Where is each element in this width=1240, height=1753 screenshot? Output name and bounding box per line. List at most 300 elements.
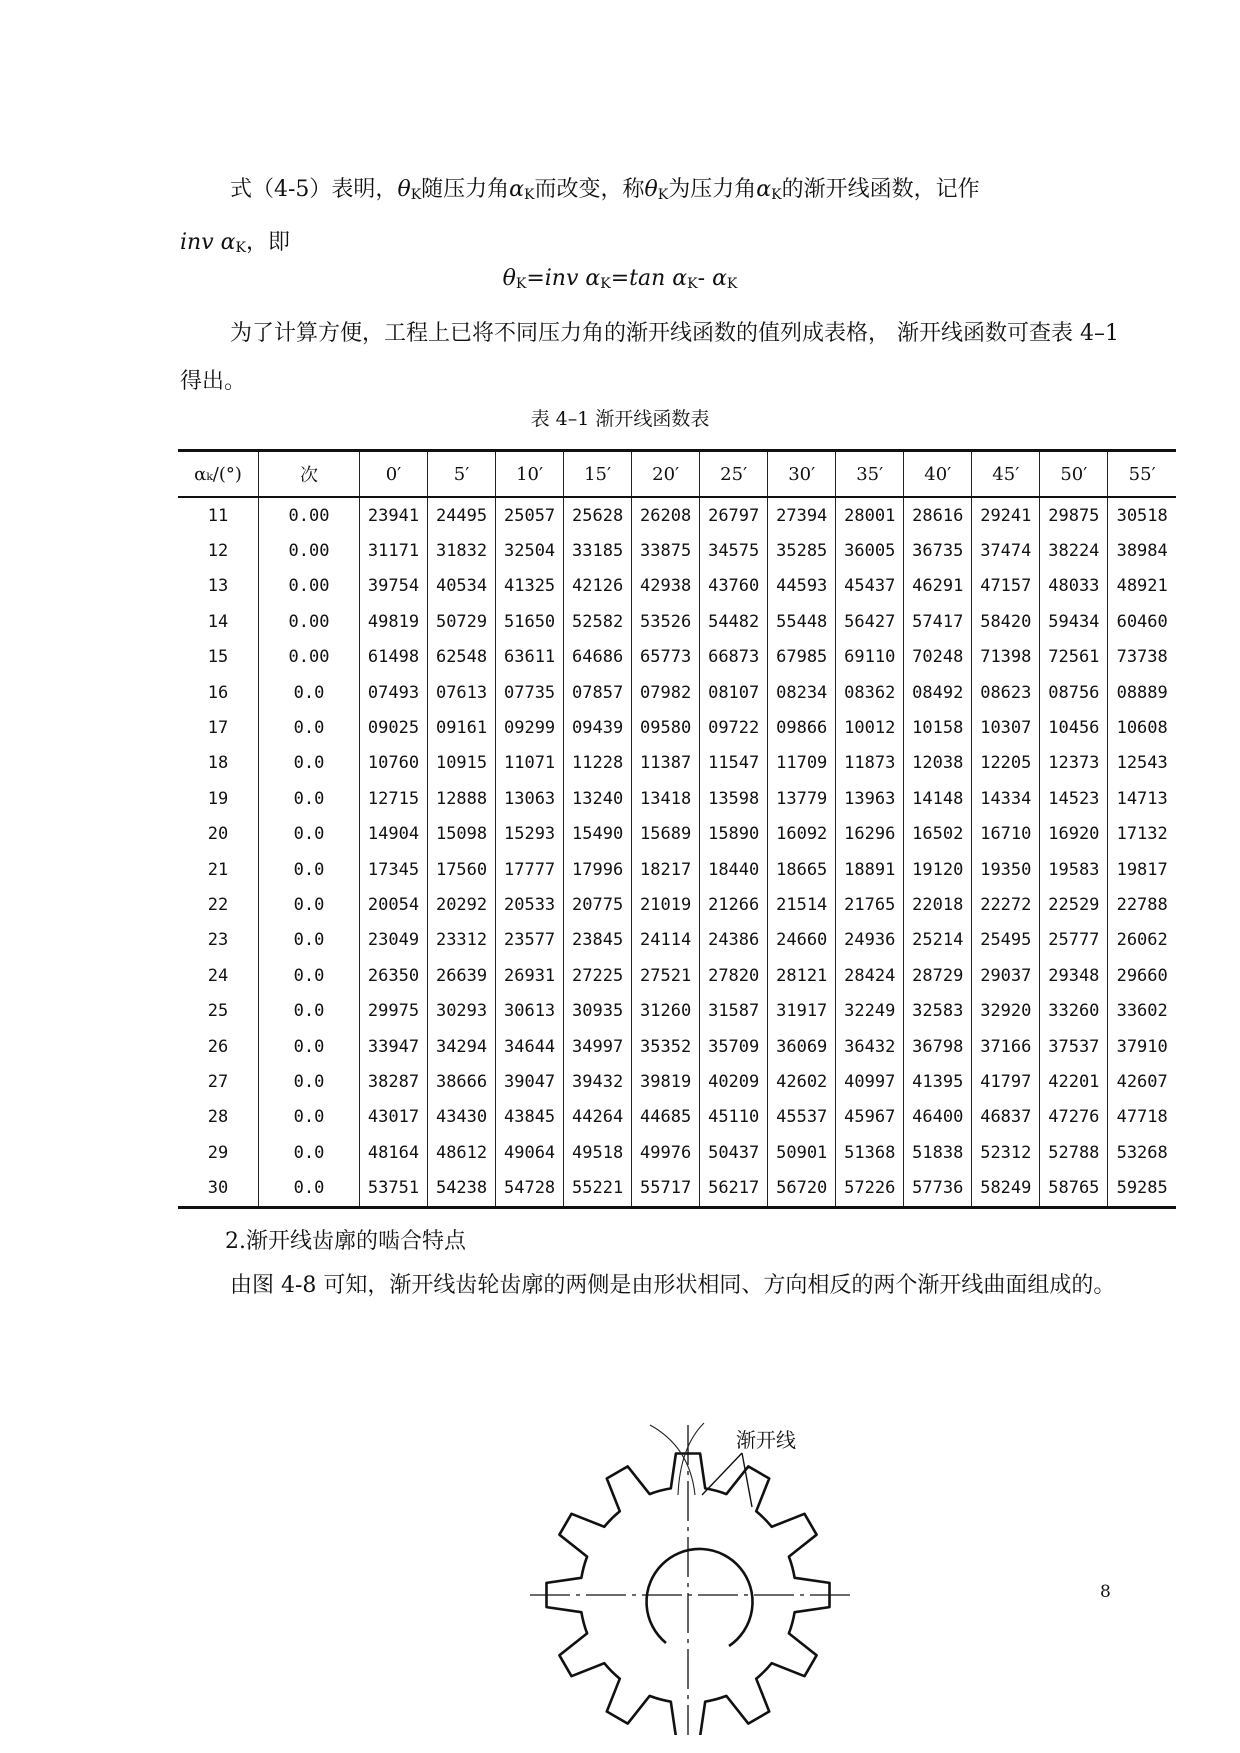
- value-cell: 40209: [700, 1064, 768, 1099]
- value-cell: 34575: [700, 533, 768, 568]
- value-cell: 31832: [428, 533, 496, 568]
- power-cell: 0.0: [259, 993, 360, 1028]
- value-cell: 28001: [836, 497, 904, 533]
- value-cell: 20775: [564, 887, 632, 922]
- value-cell: 32583: [904, 993, 972, 1028]
- value-cell: 15293: [496, 817, 564, 852]
- table-row: [178, 533, 1176, 568]
- value-cell: 30613: [496, 993, 564, 1028]
- value-cell: 50729: [428, 604, 496, 639]
- power-cell: 0.0: [259, 675, 360, 710]
- text: 随压力角: [421, 177, 510, 202]
- value-cell: 11709: [768, 746, 836, 781]
- value-cell: 54238: [428, 1170, 496, 1207]
- value-cell: 67985: [768, 640, 836, 675]
- value-cell: 08623: [972, 675, 1040, 710]
- value-cell: 23312: [428, 923, 496, 958]
- value-cell: 32249: [836, 993, 904, 1028]
- value-cell: 29241: [972, 497, 1040, 533]
- column-header: 45′: [972, 451, 1040, 498]
- text: ，即: [245, 230, 290, 255]
- value-cell: 48033: [1040, 569, 1108, 604]
- value-cell: 12888: [428, 781, 496, 816]
- value-cell: 43845: [496, 1100, 564, 1135]
- gear-involute-figure: [520, 1395, 860, 1735]
- value-cell: 08234: [768, 675, 836, 710]
- power-cell: 0.00: [259, 533, 360, 568]
- column-header: 20′: [632, 451, 700, 498]
- column-header: 55′: [1108, 451, 1176, 498]
- value-cell: 38666: [428, 1064, 496, 1099]
- leader-line-2: [742, 1453, 752, 1507]
- value-cell: 53526: [632, 604, 700, 639]
- value-cell: 49064: [496, 1135, 564, 1170]
- value-cell: 24936: [836, 923, 904, 958]
- value-cell: 50901: [768, 1135, 836, 1170]
- value-cell: 26062: [1108, 923, 1176, 958]
- table-body: [178, 497, 1176, 1207]
- value-cell: 08492: [904, 675, 972, 710]
- column-header: 次: [259, 451, 360, 498]
- text: 而改变，称: [534, 177, 645, 202]
- alpha-symbol: α: [220, 230, 236, 255]
- value-cell: 57736: [904, 1170, 972, 1207]
- column-header: 5′: [428, 451, 496, 498]
- column-header: αₖ/(°): [178, 451, 259, 498]
- value-cell: 53751: [360, 1170, 428, 1207]
- value-cell: 22272: [972, 887, 1040, 922]
- alpha-symbol: α: [712, 266, 727, 291]
- angle-cell: 21: [207, 859, 229, 880]
- subscript-k: K: [524, 187, 535, 203]
- theta-symbol: θ: [644, 177, 658, 202]
- value-cell: 23941: [360, 497, 428, 533]
- value-cell: 09580: [632, 710, 700, 745]
- power-cell: 0.0: [259, 887, 360, 922]
- angle-cell: 23: [207, 930, 229, 951]
- value-cell: 39432: [564, 1064, 632, 1099]
- value-cell: 45967: [836, 1100, 904, 1135]
- subscript-k: K: [771, 187, 782, 203]
- value-cell: 58420: [972, 604, 1040, 639]
- value-cell: 18665: [768, 852, 836, 887]
- value-cell: 43760: [700, 569, 768, 604]
- value-cell: 38984: [1108, 533, 1176, 568]
- value-cell: 39819: [632, 1064, 700, 1099]
- table-row: [178, 852, 1176, 887]
- hub-bore: [647, 1549, 753, 1646]
- value-cell: 10012: [836, 710, 904, 745]
- value-cell: 17560: [428, 852, 496, 887]
- value-cell: 25495: [972, 923, 1040, 958]
- angle-cell: 29: [207, 1142, 229, 1163]
- value-cell: 55717: [632, 1170, 700, 1207]
- text: 式（4-5）表明，: [230, 177, 398, 202]
- value-cell: 36005: [836, 533, 904, 568]
- value-cell: 31917: [768, 993, 836, 1028]
- value-cell: 15689: [632, 817, 700, 852]
- table-row: [178, 1135, 1176, 1170]
- value-cell: 72561: [1040, 640, 1108, 675]
- value-cell: 07493: [360, 675, 428, 710]
- value-cell: 66873: [700, 640, 768, 675]
- value-cell: 28121: [768, 958, 836, 993]
- value-cell: 56427: [836, 604, 904, 639]
- value-cell: 11071: [496, 746, 564, 781]
- equals: =: [610, 266, 630, 291]
- value-cell: 42602: [768, 1064, 836, 1099]
- value-cell: 14523: [1040, 781, 1108, 816]
- text: 为压力角: [668, 177, 757, 202]
- value-cell: 10158: [904, 710, 972, 745]
- table-row: [178, 993, 1176, 1028]
- value-cell: 08756: [1040, 675, 1108, 710]
- value-cell: 33185: [564, 533, 632, 568]
- value-cell: 15890: [700, 817, 768, 852]
- paragraph-inverse-function-definition: [180, 166, 1120, 272]
- value-cell: 09722: [700, 710, 768, 745]
- subscript-k: K: [515, 276, 527, 292]
- value-cell: 16920: [1040, 817, 1108, 852]
- value-cell: 19120: [904, 852, 972, 887]
- value-cell: 08107: [700, 675, 768, 710]
- value-cell: 71398: [972, 640, 1040, 675]
- value-cell: 41797: [972, 1064, 1040, 1099]
- paragraph-gear-profile: 由图 4-8 可知，渐开线齿轮齿廓的两侧是由形状相同、方向相反的两个渐开线曲面组成的。: [230, 1273, 1116, 1298]
- value-cell: 33875: [632, 533, 700, 568]
- value-cell: 07735: [496, 675, 564, 710]
- value-cell: 45437: [836, 569, 904, 604]
- value-cell: 24114: [632, 923, 700, 958]
- value-cell: 44685: [632, 1100, 700, 1135]
- value-cell: 52582: [564, 604, 632, 639]
- value-cell: 34997: [564, 1029, 632, 1064]
- alpha-symbol: α: [509, 177, 525, 202]
- value-cell: 12205: [972, 746, 1040, 781]
- section-heading: 2.渐开线齿廓的啮合特点: [225, 1229, 466, 1254]
- power-cell: 0.0: [259, 852, 360, 887]
- value-cell: 46837: [972, 1100, 1040, 1135]
- page-number: 8: [1100, 1582, 1111, 1602]
- power-cell: 0.0: [259, 1100, 360, 1135]
- subscript-k: K: [600, 276, 611, 292]
- column-header: 25′: [700, 451, 768, 498]
- value-cell: 55221: [564, 1170, 632, 1207]
- value-cell: 08362: [836, 675, 904, 710]
- angle-cell: 16: [207, 682, 229, 703]
- angle-cell: 11: [207, 505, 229, 526]
- column-header: 0′: [360, 451, 428, 498]
- value-cell: 49819: [360, 604, 428, 639]
- value-cell: 14904: [360, 817, 428, 852]
- value-cell: 24386: [700, 923, 768, 958]
- value-cell: 16092: [768, 817, 836, 852]
- subscript-k: K: [726, 276, 738, 292]
- value-cell: 13418: [632, 781, 700, 816]
- value-cell: 13779: [768, 781, 836, 816]
- value-cell: 24495: [428, 497, 496, 533]
- value-cell: 25628: [564, 497, 632, 533]
- table-row: [178, 604, 1176, 639]
- value-cell: 13063: [496, 781, 564, 816]
- table-row: [178, 746, 1176, 781]
- value-cell: 43017: [360, 1100, 428, 1135]
- subscript-k: K: [410, 187, 422, 203]
- value-cell: 40534: [428, 569, 496, 604]
- value-cell: 59285: [1108, 1170, 1176, 1207]
- value-cell: 29660: [1108, 958, 1176, 993]
- value-cell: 39047: [496, 1064, 564, 1099]
- power-cell: 0.0: [259, 817, 360, 852]
- value-cell: 26639: [428, 958, 496, 993]
- value-cell: 14148: [904, 781, 972, 816]
- value-cell: 13598: [700, 781, 768, 816]
- table-row: [178, 569, 1176, 604]
- value-cell: 46400: [904, 1100, 972, 1135]
- value-cell: 32504: [496, 533, 564, 568]
- value-cell: 32920: [972, 993, 1040, 1028]
- value-cell: 51368: [836, 1135, 904, 1170]
- value-cell: 33602: [1108, 993, 1176, 1028]
- table-row: [178, 817, 1176, 852]
- angle-cell: 30: [178, 1170, 259, 1207]
- value-cell: 48164: [360, 1135, 428, 1170]
- value-cell: 56720: [768, 1170, 836, 1207]
- inv-symbol: inv: [544, 266, 579, 291]
- column-header: 30′: [768, 451, 836, 498]
- value-cell: 16502: [904, 817, 972, 852]
- value-cell: 20292: [428, 887, 496, 922]
- value-cell: 69110: [836, 640, 904, 675]
- value-cell: 62548: [428, 640, 496, 675]
- value-cell: 07857: [564, 675, 632, 710]
- power-cell: 0.00: [259, 497, 360, 533]
- value-cell: 37474: [972, 533, 1040, 568]
- value-cell: 23049: [360, 923, 428, 958]
- power-cell: 0.0: [259, 1135, 360, 1170]
- value-cell: 07613: [428, 675, 496, 710]
- column-header: 50′: [1040, 451, 1108, 498]
- table-row: [178, 1064, 1176, 1099]
- value-cell: 29348: [1040, 958, 1108, 993]
- value-cell: 19350: [972, 852, 1040, 887]
- inv-symbol: inv: [180, 230, 214, 255]
- angle-cell: 18: [207, 753, 229, 774]
- value-cell: 44593: [768, 569, 836, 604]
- value-cell: 15098: [428, 817, 496, 852]
- value-cell: 33260: [1040, 993, 1108, 1028]
- column-header: 10′: [496, 451, 564, 498]
- power-cell: 0.00: [259, 569, 360, 604]
- power-cell: 0.00: [259, 640, 360, 675]
- value-cell: 38287: [360, 1064, 428, 1099]
- value-cell: 29875: [1040, 497, 1108, 533]
- value-cell: 26797: [700, 497, 768, 533]
- table-row: [178, 710, 1176, 745]
- subscript-k: K: [687, 276, 698, 292]
- value-cell: 12373: [1040, 746, 1108, 781]
- table-row: [178, 923, 1176, 958]
- value-cell: 53268: [1108, 1135, 1176, 1170]
- angle-cell: 15: [207, 647, 229, 668]
- value-cell: 46291: [904, 569, 972, 604]
- value-cell: 26931: [496, 958, 564, 993]
- value-cell: 10915: [428, 746, 496, 781]
- equals: =: [526, 266, 545, 291]
- value-cell: 61498: [360, 640, 428, 675]
- value-cell: 43430: [428, 1100, 496, 1135]
- subscript-k: K: [657, 187, 669, 203]
- value-cell: 48921: [1108, 569, 1176, 604]
- tan-symbol: tan: [629, 266, 666, 291]
- value-cell: 51650: [496, 604, 564, 639]
- value-cell: 11873: [836, 746, 904, 781]
- value-cell: 38224: [1040, 533, 1108, 568]
- value-cell: 09299: [496, 710, 564, 745]
- value-cell: 29037: [972, 958, 1040, 993]
- value-cell: 11547: [700, 746, 768, 781]
- alpha-symbol: α: [672, 266, 688, 291]
- table-row: [178, 958, 1176, 993]
- power-cell: 0.0: [259, 781, 360, 816]
- value-cell: 63611: [496, 640, 564, 675]
- power-cell: 0.00: [259, 604, 360, 639]
- value-cell: 21019: [632, 887, 700, 922]
- value-cell: 37537: [1040, 1029, 1108, 1064]
- value-cell: 20054: [360, 887, 428, 922]
- value-cell: 48612: [428, 1135, 496, 1170]
- value-cell: 49976: [632, 1135, 700, 1170]
- value-cell: 54728: [496, 1170, 564, 1207]
- value-cell: 35352: [632, 1029, 700, 1064]
- value-cell: 09161: [428, 710, 496, 745]
- value-cell: 45537: [768, 1100, 836, 1135]
- involute-label: 渐开线: [736, 1428, 796, 1452]
- angle-cell: 17: [207, 718, 229, 739]
- table-row: [178, 781, 1176, 816]
- table-row: [178, 640, 1176, 675]
- value-cell: 18217: [632, 852, 700, 887]
- value-cell: 18440: [700, 852, 768, 887]
- value-cell: 42938: [632, 569, 700, 604]
- value-cell: 39754: [360, 569, 428, 604]
- value-cell: 20533: [496, 887, 564, 922]
- power-cell: 0.0: [259, 958, 360, 993]
- value-cell: 29975: [360, 993, 428, 1028]
- value-cell: 07982: [632, 675, 700, 710]
- value-cell: 13963: [836, 781, 904, 816]
- power-cell: 0.0: [259, 746, 360, 781]
- value-cell: 60460: [1108, 604, 1176, 639]
- value-cell: 44264: [564, 1100, 632, 1135]
- value-cell: 52312: [972, 1135, 1040, 1170]
- value-cell: 13240: [564, 781, 632, 816]
- value-cell: 16296: [836, 817, 904, 852]
- table-row: [178, 1029, 1176, 1064]
- power-cell: 0.0: [259, 1029, 360, 1064]
- value-cell: 36069: [768, 1029, 836, 1064]
- value-cell: 23577: [496, 923, 564, 958]
- value-cell: 14713: [1108, 781, 1176, 816]
- value-cell: 23845: [564, 923, 632, 958]
- value-cell: 27394: [768, 497, 836, 533]
- value-cell: 11387: [632, 746, 700, 781]
- involute-function-table: [178, 449, 1176, 1209]
- value-cell: 40997: [836, 1064, 904, 1099]
- value-cell: 42126: [564, 569, 632, 604]
- power-cell: 0.0: [259, 1170, 360, 1207]
- value-cell: 45110: [700, 1100, 768, 1135]
- value-cell: 09439: [564, 710, 632, 745]
- value-cell: 70248: [904, 640, 972, 675]
- value-cell: 10760: [360, 746, 428, 781]
- value-cell: 11228: [564, 746, 632, 781]
- value-cell: 28616: [904, 497, 972, 533]
- value-cell: 22788: [1108, 887, 1176, 922]
- value-cell: 34644: [496, 1029, 564, 1064]
- value-cell: 17345: [360, 852, 428, 887]
- value-cell: 54482: [700, 604, 768, 639]
- value-cell: 41325: [496, 569, 564, 604]
- angle-cell: 25: [207, 1001, 229, 1022]
- value-cell: 19583: [1040, 852, 1108, 887]
- table-caption: 表 4–1 渐开线函数表: [530, 408, 710, 430]
- value-cell: 25777: [1040, 923, 1108, 958]
- power-cell: 0.0: [259, 1064, 360, 1099]
- value-cell: 25057: [496, 497, 564, 533]
- column-header: 15′: [564, 451, 632, 498]
- value-cell: 59434: [1040, 604, 1108, 639]
- value-cell: 21266: [700, 887, 768, 922]
- value-cell: 42201: [1040, 1064, 1108, 1099]
- theta-symbol: θ: [397, 177, 411, 202]
- value-cell: 33947: [360, 1029, 428, 1064]
- value-cell: 17996: [564, 852, 632, 887]
- column-header: 40′: [904, 451, 972, 498]
- theta-symbol: θ: [502, 266, 516, 291]
- value-cell: 35285: [768, 533, 836, 568]
- value-cell: 30293: [428, 993, 496, 1028]
- value-cell: 17777: [496, 852, 564, 887]
- value-cell: 56217: [700, 1170, 768, 1207]
- value-cell: 27225: [564, 958, 632, 993]
- leader-line-1: [702, 1453, 742, 1495]
- value-cell: 41395: [904, 1064, 972, 1099]
- alpha-symbol: α: [585, 266, 601, 291]
- value-cell: 47276: [1040, 1100, 1108, 1135]
- value-cell: 21765: [836, 887, 904, 922]
- angle-cell: 24: [207, 965, 229, 986]
- value-cell: 18891: [836, 852, 904, 887]
- value-cell: 08889: [1108, 675, 1176, 710]
- value-cell: 36735: [904, 533, 972, 568]
- angle-cell: 13: [207, 576, 229, 597]
- angle-cell: 28: [207, 1107, 229, 1128]
- angle-cell: 26: [207, 1036, 229, 1057]
- angle-cell: 19: [207, 788, 229, 809]
- table-row: [178, 887, 1176, 922]
- angle-cell: 20: [207, 824, 229, 845]
- table-row: [178, 497, 1176, 533]
- value-cell: 36798: [904, 1029, 972, 1064]
- angle-cell: 22: [207, 894, 229, 915]
- column-header: 35′: [836, 451, 904, 498]
- table-row: [178, 675, 1176, 710]
- value-cell: 57417: [904, 604, 972, 639]
- value-cell: 64686: [564, 640, 632, 675]
- value-cell: 65773: [632, 640, 700, 675]
- value-cell: 19817: [1108, 852, 1176, 887]
